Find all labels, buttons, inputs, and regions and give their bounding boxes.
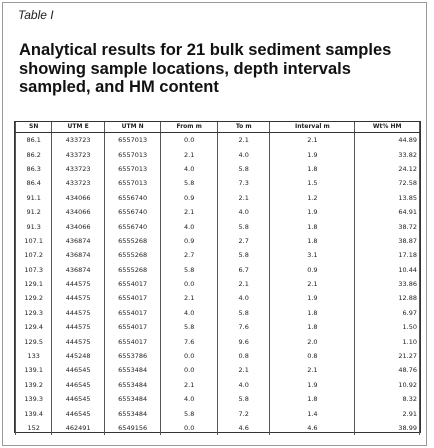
table-cell: 6553484 <box>104 392 161 406</box>
table-cell: 6.97 <box>355 306 420 320</box>
table-row <box>16 320 420 334</box>
table-cell: 4.0 <box>161 219 218 233</box>
table-cell: 433723 <box>52 162 105 176</box>
table-cell: 91.3 <box>16 219 52 233</box>
table-cell: 86.2 <box>16 147 52 161</box>
table-cell: 5.8 <box>217 248 270 262</box>
table-cell: 6554017 <box>104 320 161 334</box>
table-cell: 5.8 <box>161 320 218 334</box>
table-cell: 0.0 <box>161 277 218 291</box>
table-cell: 0.9 <box>270 263 355 277</box>
table-cell: 2.1 <box>270 363 355 377</box>
table-cell: 444575 <box>52 306 105 320</box>
table-cell: 2.0 <box>270 334 355 348</box>
table-row <box>16 291 420 305</box>
table-row <box>16 147 420 161</box>
table-cell: 1.2 <box>270 191 355 205</box>
table-cell: 6549156 <box>104 421 161 435</box>
table-cell: 91.2 <box>16 205 52 219</box>
table-cell: 139.3 <box>16 392 52 406</box>
table-cell: 7.2 <box>217 406 270 420</box>
table-cell: 7.6 <box>217 320 270 334</box>
table-cell: 5.8 <box>161 406 218 420</box>
table-cell: 6553484 <box>104 406 161 420</box>
table-cell: 2.91 <box>355 406 420 420</box>
table-cell: 33.86 <box>355 277 420 291</box>
column-header: From m <box>161 122 218 133</box>
table-label: Table I <box>18 8 54 22</box>
table-cell: 444575 <box>52 320 105 334</box>
table-cell: 64.91 <box>355 205 420 219</box>
table-row <box>16 162 420 176</box>
table-cell: 2.1 <box>217 277 270 291</box>
table-cell: 1.10 <box>355 334 420 348</box>
table-cell: 0.0 <box>161 349 218 363</box>
table-cell: 4.0 <box>161 306 218 320</box>
table-cell: 21.27 <box>355 349 420 363</box>
table-cell: 6554017 <box>104 277 161 291</box>
table-cell: 444575 <box>52 277 105 291</box>
table-cell: 6556740 <box>104 219 161 233</box>
table-cell: 446545 <box>52 392 105 406</box>
table-row <box>16 133 420 148</box>
table-cell: 4.0 <box>161 162 218 176</box>
column-header: UTM E <box>52 122 105 133</box>
table-cell: 0.9 <box>161 191 218 205</box>
table-row <box>16 176 420 190</box>
table-cell: 2.1 <box>270 277 355 291</box>
table-cell: 6556740 <box>104 205 161 219</box>
table-cell: 4.0 <box>217 205 270 219</box>
table-row <box>16 349 420 363</box>
table-cell: 6553484 <box>104 363 161 377</box>
table-cell: 1.9 <box>270 147 355 161</box>
table-row <box>16 421 420 435</box>
table-cell: 1.8 <box>270 234 355 248</box>
table-cell: 433723 <box>52 147 105 161</box>
table-cell: 445248 <box>52 349 105 363</box>
table-cell: 1.8 <box>270 219 355 233</box>
table-cell: 38.87 <box>355 234 420 248</box>
table-cell: 4.0 <box>161 392 218 406</box>
table-cell: 129.5 <box>16 334 52 348</box>
table-cell: 1.8 <box>270 306 355 320</box>
table-cell: 2.1 <box>161 378 218 392</box>
table-cell: 86.3 <box>16 162 52 176</box>
table-cell: 6.7 <box>217 263 270 277</box>
table-cell: 2.1 <box>161 205 218 219</box>
column-header: To m <box>217 122 270 133</box>
table-cell: 152 <box>16 421 52 435</box>
table-cell: 0.9 <box>161 234 218 248</box>
table-cell: 107.2 <box>16 248 52 262</box>
table-cell: 462491 <box>52 421 105 435</box>
table-cell: 107.1 <box>16 234 52 248</box>
table-cell: 1.9 <box>270 291 355 305</box>
table-cell: 5.8 <box>217 392 270 406</box>
table-cell: 129.4 <box>16 320 52 334</box>
table-cell: 33.82 <box>355 147 420 161</box>
table-cell: 3.1 <box>270 248 355 262</box>
table-cell: 5.8 <box>161 263 218 277</box>
table-cell: 6555268 <box>104 234 161 248</box>
table-cell: 0.0 <box>161 363 218 377</box>
table-row <box>16 248 420 262</box>
table-cell: 5.8 <box>161 176 218 190</box>
table-cell: 2.1 <box>217 133 270 148</box>
table-cell: 446545 <box>52 363 105 377</box>
table-cell: 2.1 <box>161 291 218 305</box>
table-cell: 2.7 <box>217 234 270 248</box>
table-cell: 6554017 <box>104 306 161 320</box>
table-cell: 129.3 <box>16 306 52 320</box>
table-cell: 10.92 <box>355 378 420 392</box>
table-cell: 434066 <box>52 205 105 219</box>
table-cell: 433723 <box>52 176 105 190</box>
table-cell: 6553786 <box>104 349 161 363</box>
table-cell: 6555268 <box>104 263 161 277</box>
table-cell: 6557013 <box>104 133 161 148</box>
table-cell: 6555268 <box>104 248 161 262</box>
table-body <box>16 133 420 436</box>
table-title: Analytical results for 21 bulk sediment samples showing sample locations, depth intervals sampled, and HM content <box>19 41 392 96</box>
table-cell: 2.1 <box>217 191 270 205</box>
table-cell: 139.2 <box>16 378 52 392</box>
table-row <box>16 392 420 406</box>
table-row <box>16 406 420 420</box>
table-cell: 107.3 <box>16 263 52 277</box>
table-cell: 446545 <box>52 406 105 420</box>
table-cell: 6557013 <box>104 162 161 176</box>
table-cell: 72.58 <box>355 176 420 190</box>
table-row <box>16 219 420 233</box>
table-cell: 4.6 <box>270 421 355 435</box>
table-cell: 0.0 <box>161 421 218 435</box>
table-row <box>16 234 420 248</box>
table-cell: 436874 <box>52 234 105 248</box>
table-cell: 13.85 <box>355 191 420 205</box>
table-cell: 1.50 <box>355 320 420 334</box>
data-table <box>15 122 420 435</box>
table-row <box>16 363 420 377</box>
column-header: SN <box>16 122 52 133</box>
table-cell: 9.6 <box>217 334 270 348</box>
table-row <box>16 378 420 392</box>
table-row <box>16 334 420 348</box>
header-row <box>16 122 420 133</box>
table-cell: 5.8 <box>217 219 270 233</box>
table-cell: 6553484 <box>104 378 161 392</box>
table-cell: 6554017 <box>104 291 161 305</box>
table-row <box>16 277 420 291</box>
data-table-container <box>14 121 421 433</box>
table-row <box>16 306 420 320</box>
table-cell: 0.8 <box>270 349 355 363</box>
table-row <box>16 205 420 219</box>
table-cell: 5.8 <box>217 306 270 320</box>
table-cell: 434066 <box>52 219 105 233</box>
table-cell: 129.1 <box>16 277 52 291</box>
table-cell: 7.3 <box>217 176 270 190</box>
table-cell: 1.5 <box>270 176 355 190</box>
table-cell: 129.2 <box>16 291 52 305</box>
table-cell: 4.6 <box>217 421 270 435</box>
table-cell: 6554017 <box>104 334 161 348</box>
table-cell: 446545 <box>52 378 105 392</box>
table-cell: 1.4 <box>270 406 355 420</box>
table-cell: 4.0 <box>217 291 270 305</box>
table-cell: 91.1 <box>16 191 52 205</box>
table-cell: 17.18 <box>355 248 420 262</box>
column-header: Wt% HM <box>355 122 420 133</box>
table-cell: 6557013 <box>104 176 161 190</box>
table-cell: 444575 <box>52 291 105 305</box>
table-cell: 8.32 <box>355 392 420 406</box>
table-row <box>16 191 420 205</box>
table-cell: 139.4 <box>16 406 52 420</box>
table-cell: 86.1 <box>16 133 52 148</box>
table-cell: 12.88 <box>355 291 420 305</box>
table-cell: 38.99 <box>355 421 420 435</box>
table-cell: 0.8 <box>217 349 270 363</box>
table-cell: 133 <box>16 349 52 363</box>
table-cell: 436874 <box>52 263 105 277</box>
table-cell: 10.44 <box>355 263 420 277</box>
table-cell: 7.6 <box>161 334 218 348</box>
table-cell: 44.89 <box>355 133 420 148</box>
table-cell: 139.1 <box>16 363 52 377</box>
table-cell: 1.8 <box>270 320 355 334</box>
table-cell: 1.8 <box>270 392 355 406</box>
table-cell: 5.8 <box>217 162 270 176</box>
table-cell: 38.72 <box>355 219 420 233</box>
table-cell: 0.0 <box>161 133 218 148</box>
table-cell: 1.9 <box>270 205 355 219</box>
table-cell: 2.1 <box>217 363 270 377</box>
table-cell: 444575 <box>52 334 105 348</box>
table-cell: 2.1 <box>270 133 355 148</box>
table-cell: 6557013 <box>104 147 161 161</box>
column-header: UTM N <box>104 122 161 133</box>
table-cell: 6556740 <box>104 191 161 205</box>
table-cell: 436874 <box>52 248 105 262</box>
table-row <box>16 263 420 277</box>
table-cell: 434066 <box>52 191 105 205</box>
column-header: Interval m <box>270 122 355 133</box>
table-cell: 4.0 <box>217 378 270 392</box>
table-cell: 24.12 <box>355 162 420 176</box>
table-cell: 4.0 <box>217 147 270 161</box>
table-cell: 2.7 <box>161 248 218 262</box>
table-cell: 1.9 <box>270 378 355 392</box>
table-cell: 433723 <box>52 133 105 148</box>
table-cell: 48.76 <box>355 363 420 377</box>
table-cell: 86.4 <box>16 176 52 190</box>
table-cell: 1.8 <box>270 162 355 176</box>
table-cell: 2.1 <box>161 147 218 161</box>
